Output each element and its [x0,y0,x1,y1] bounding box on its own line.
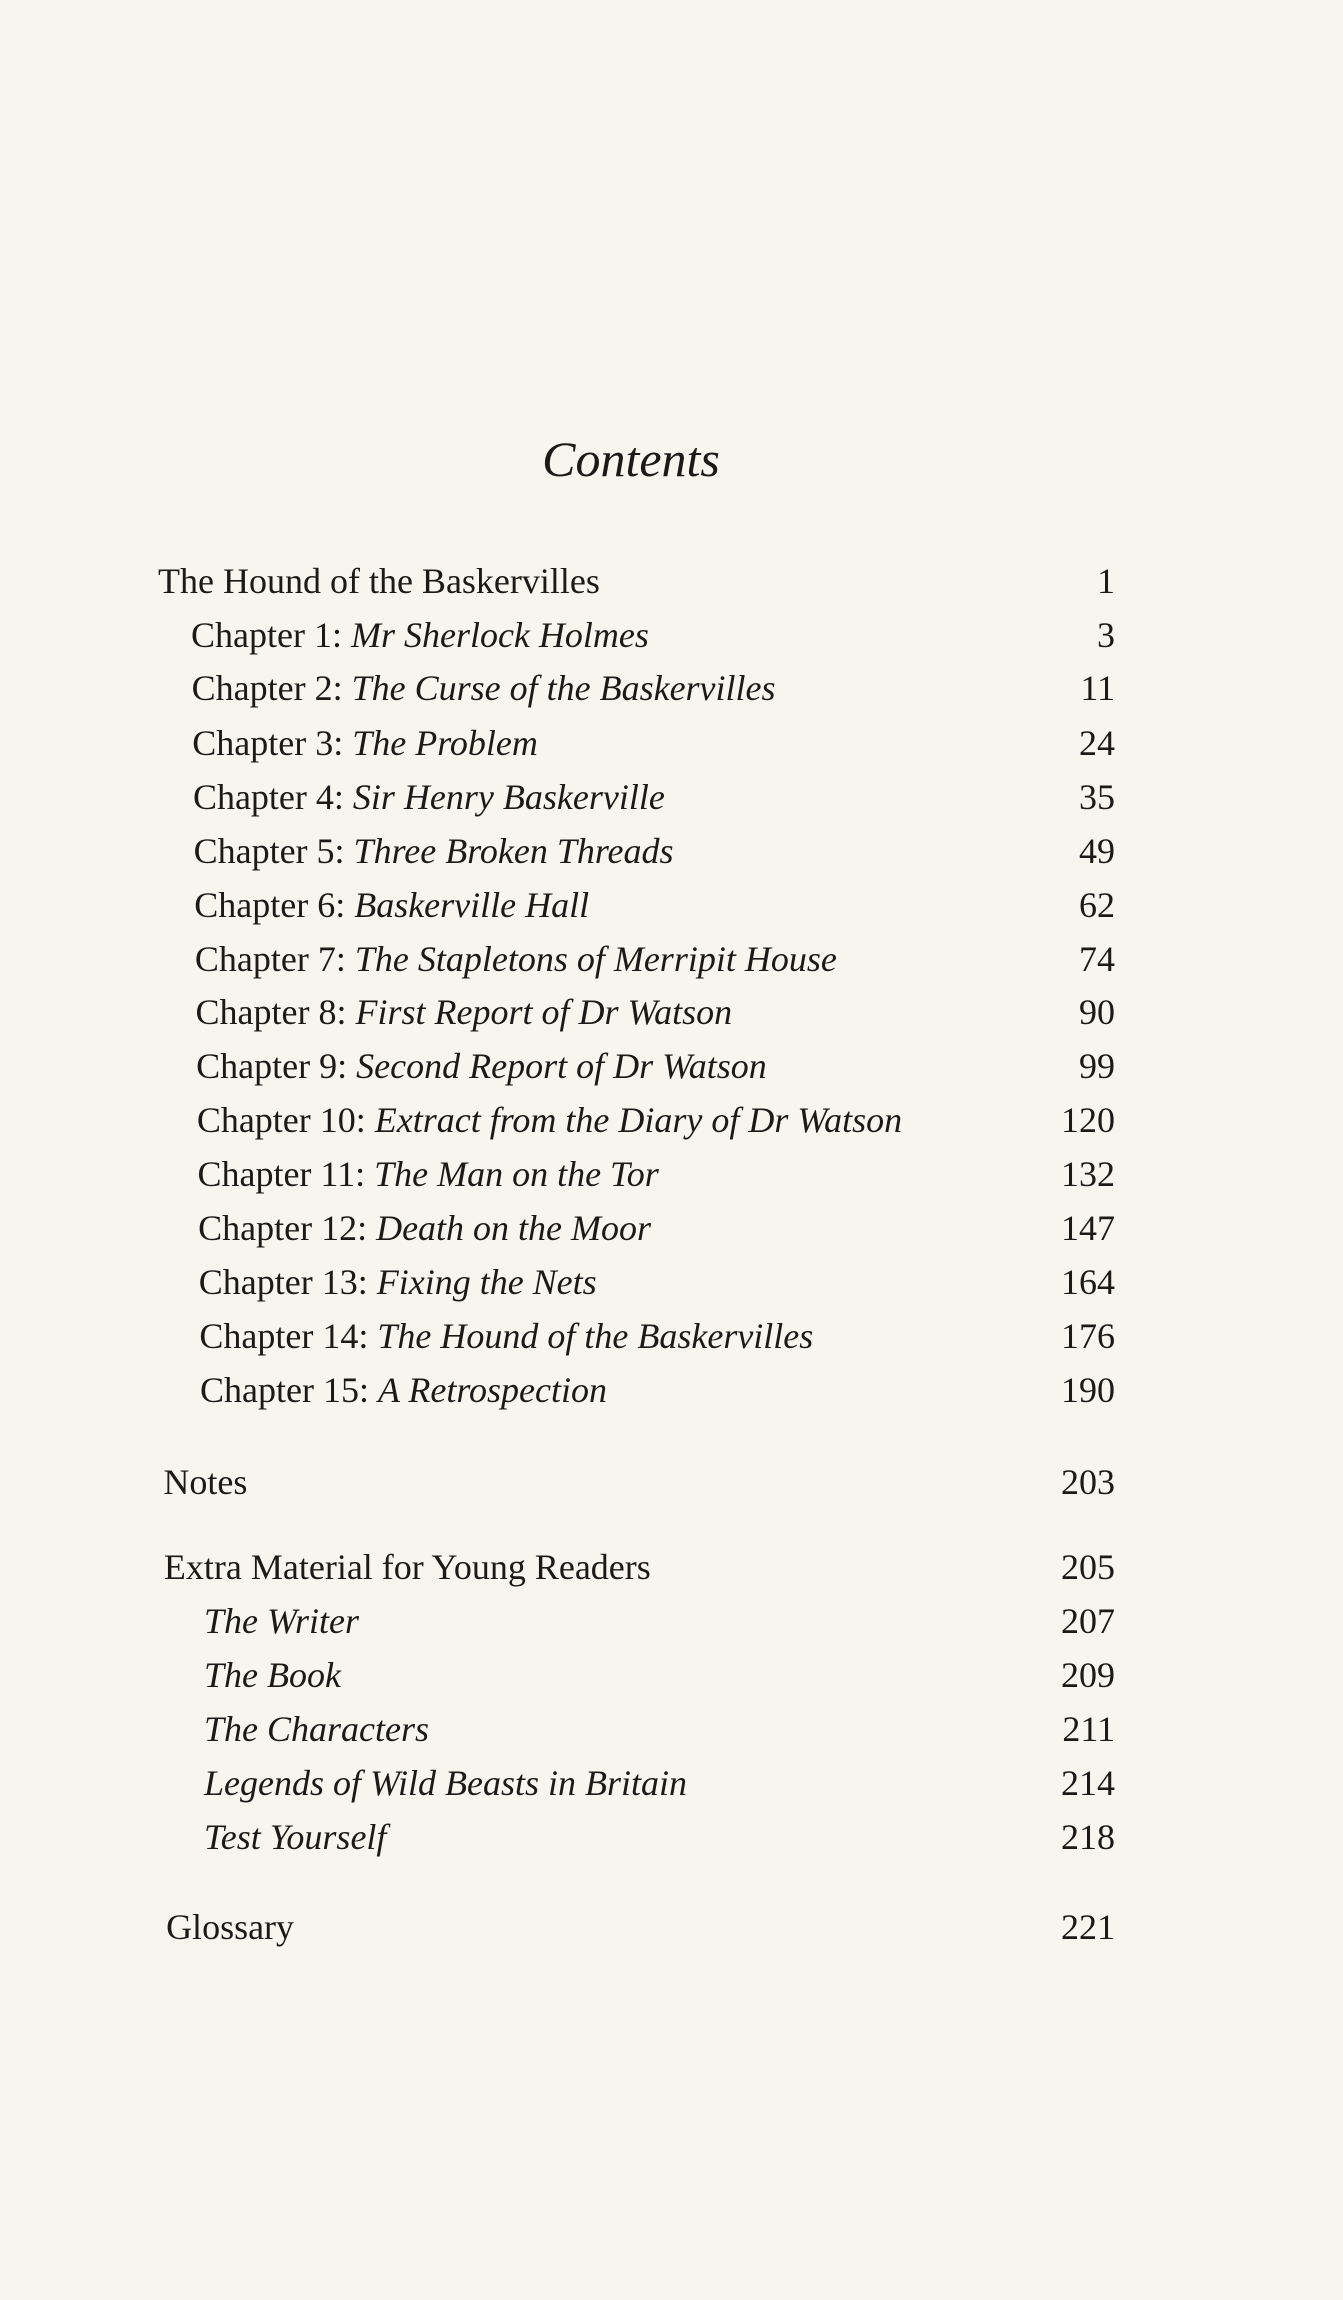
toc-entry-prefix: Chapter 13: [198,1262,377,1302]
toc-page-number: 62 [1079,885,1115,925]
toc-entry-title: The Writer [204,1601,360,1641]
toc-page-number: 99 [1079,1046,1115,1086]
toc-entry [0,772,1343,822]
toc-entry-label [197,1149,658,1199]
toc-entry-title: The Book [204,1655,341,1695]
toc-entry [0,880,1343,930]
toc-entry-prefix: The Hound of the Baskervilles [158,561,600,601]
toc-entry-prefix: Chapter 10: [196,1100,375,1140]
toc-entry-prefix: Chapter 3: [192,723,353,763]
toc-entry-title: The Curse of the Baskervilles [351,668,776,708]
toc-entry [0,1457,1343,1507]
toc-entry-title: A Retrospection [378,1370,607,1410]
toc-page-number: 209 [1061,1655,1115,1695]
toc-entry-prefix: Chapter 12: [198,1208,377,1248]
toc-entry [0,1758,1343,1808]
toc-entry [0,610,1343,660]
toc-entry [0,718,1343,768]
toc-entry-prefix: Chapter 8: [195,992,356,1032]
toc-entry [0,556,1343,606]
toc-entry [0,1203,1343,1253]
toc-entry-title: Fixing the Nets [376,1262,597,1302]
toc-entry-label [194,826,674,876]
toc-page-number: 1 [1097,561,1115,601]
toc-page-number: 90 [1079,992,1115,1032]
toc-entry [0,1812,1343,1862]
toc-page-number: 24 [1079,723,1115,763]
toc-entry-title: Extract from the Diary of Dr Watson [374,1100,903,1140]
toc-entry-label [199,1311,813,1361]
toc-entry-title: First Report of Dr Watson [355,992,733,1032]
toc-entry-prefix: Chapter 1: [191,615,351,655]
toc-entry-title: The Problem [352,723,538,763]
toc-entry [0,1542,1343,1592]
toc-entry-title: Second Report of Dr Watson [356,1046,767,1086]
toc-entry-label [196,1041,767,1091]
toc-entry-prefix: Chapter 2: [191,668,352,708]
toc-page-number: 214 [1061,1763,1115,1803]
toc-page-number: 164 [1061,1262,1115,1302]
toc-entry [0,1149,1343,1199]
toc-entry-label [158,556,600,606]
toc-page-number: 74 [1079,939,1115,979]
toc-entry-prefix: Chapter 7: [194,939,355,979]
toc-entry [0,1095,1343,1145]
toc-entry [0,826,1343,876]
toc-entry-prefix: Chapter 5: [193,831,354,871]
toc-entry [0,934,1343,984]
page-title: Contents [542,431,720,487]
toc-entry [0,1365,1343,1415]
toc-entry-prefix: Notes [163,1462,248,1502]
toc-page-number: 176 [1061,1316,1115,1356]
toc-entry-prefix: Chapter 9: [196,1046,357,1086]
toc-entry-prefix: Chapter 11: [197,1154,375,1194]
toc-entry [0,663,1343,713]
toc-entry-label [195,934,837,984]
toc-entry [0,987,1343,1037]
toc-entry-label [163,1457,247,1507]
toc-entry [0,1704,1343,1754]
toc-entry-label [191,610,649,660]
toc-entry-label [204,1758,687,1808]
toc-entry-label [164,1542,651,1592]
toc-entry [0,1650,1343,1700]
toc-entry-title: Test Yourself [204,1817,387,1857]
toc-page-number: 49 [1079,831,1115,871]
toc-page-number: 11 [1080,668,1115,708]
toc-entry-label [192,718,538,768]
toc-page-number: 205 [1061,1547,1115,1587]
toc-entry-prefix: Chapter 6: [194,885,355,925]
toc-entry-label [204,1596,359,1646]
toc-entry-label [199,1257,597,1307]
toc-entry-label [204,1650,341,1700]
toc-entry-label [196,987,733,1037]
toc-page-number: 211 [1062,1709,1115,1749]
toc-entry-title: Death on the Moor [376,1208,652,1248]
toc-entry-label [200,1365,607,1415]
toc-page-number: 147 [1061,1208,1115,1248]
toc-entry [0,1257,1343,1307]
toc-entry-title: The Man on the Tor [374,1154,659,1194]
toc-page-number: 120 [1061,1100,1115,1140]
toc-entry-label [166,1902,294,1952]
toc-page-number: 207 [1061,1601,1115,1641]
toc-entry-prefix: Chapter 4: [192,777,353,817]
toc-entry-label [198,1203,651,1253]
toc-entry-title: The Stapletons of Merripit House [354,939,837,979]
toc-page-number: 203 [1061,1462,1115,1502]
toc-entry-title: The Hound of the Baskervilles [377,1316,814,1356]
toc-entry-prefix: Glossary [166,1907,295,1947]
toc-entry-label [194,880,589,930]
toc-entry-title: Mr Sherlock Holmes [350,615,649,655]
toc-entry [0,1311,1343,1361]
toc-entry-title: Three Broken Threads [353,831,674,871]
toc-entry-prefix: Chapter 15: [200,1370,379,1410]
toc-entry [0,1596,1343,1646]
toc-entry-title: Legends of Wild Beasts in Britain [204,1763,687,1803]
toc-page-number: 3 [1097,615,1115,655]
toc-page-number: 218 [1061,1817,1115,1857]
toc-entry-title: Sir Henry Baskerville [352,777,665,817]
toc-entry-label [204,1704,429,1754]
toc-entry-label [193,772,665,822]
toc-page-number: 190 [1061,1370,1115,1410]
toc-page-number: 221 [1061,1907,1115,1947]
toc-entry-title: Baskerville Hall [354,885,590,925]
toc-entry [0,1902,1343,1952]
toc-entry-title: The Characters [204,1709,429,1749]
toc-entry-prefix: Extra Material for Young Readers [163,1547,651,1587]
toc-entry-prefix: Chapter 14: [199,1316,378,1356]
toc-entry [0,1041,1343,1091]
toc-entry-label [192,663,776,713]
toc-page-number: 132 [1061,1154,1115,1194]
toc-entry-label [197,1095,902,1145]
toc-entry-label [204,1812,386,1862]
toc-page-number: 35 [1079,777,1115,817]
